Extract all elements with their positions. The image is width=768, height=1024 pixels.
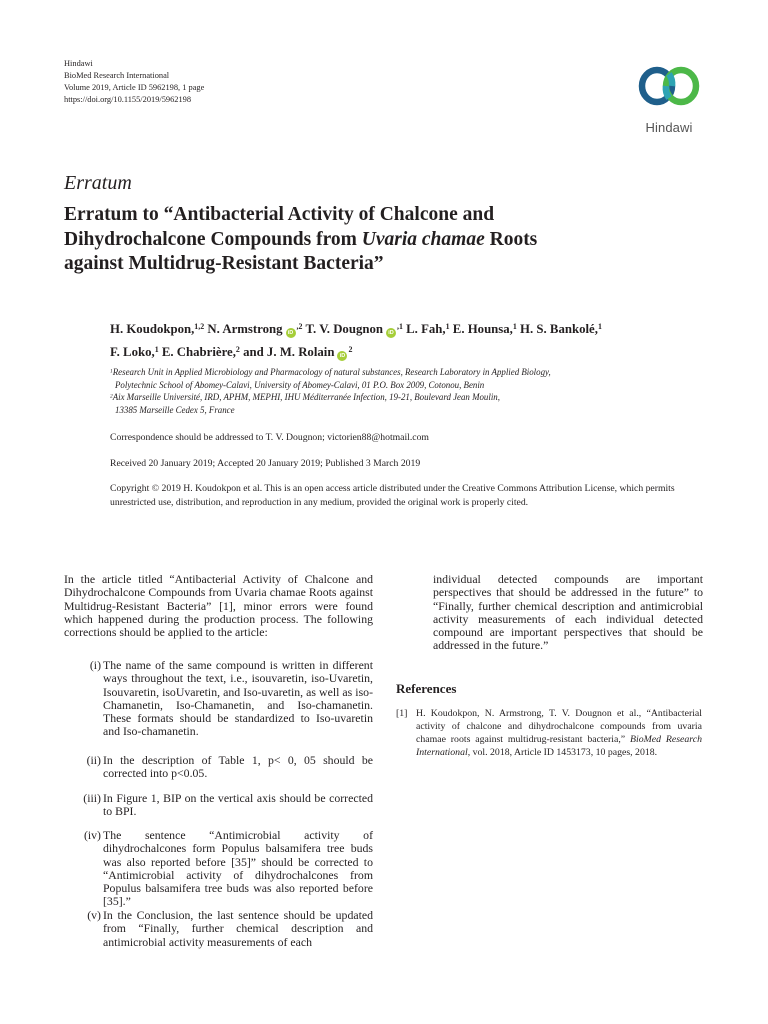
continuation-paragraph: individual detected compounds are important perspectives that should be addressed in the future” to “Finally, further chemical description and antimicrobial activity measurements of each individual detected compound are important perspectives that should be addressed in the future.”	[433, 572, 703, 653]
orcid-icon[interactable]: iD	[337, 351, 347, 361]
publisher-name: Hindawi	[64, 59, 93, 68]
affiliation-2-line-1	[110, 391, 710, 404]
author-affil-sup: 1	[512, 322, 517, 332]
item-text: The sentence “Antimicrobial activity of dihydrochalcones form Populus balsamifera tree buds was also reported before [35]” should be corrected to “Antimicrobial activity of dihydrochalcones from Populus balsamifera tree buds was also reported before [35].”	[103, 828, 373, 909]
author-line-2	[110, 341, 720, 364]
author-name: T. V. Dougnon	[302, 322, 383, 336]
author-affil-sup: ,2	[296, 322, 303, 332]
article-title	[64, 203, 644, 277]
reference-text	[416, 707, 702, 759]
item-number: (v)	[87, 908, 101, 922]
affiliation-text: Research Unit in Applied Microbiology and Pharmacology of natural substances, Research Laboratory in Applied Biology,	[112, 367, 551, 377]
author-list	[110, 318, 720, 363]
journal-name: BioMed Research International	[64, 71, 170, 80]
item-text: In the Conclusion, the last sentence should be updated from “Finally, further chemical description and antimicrobial activity measurements of each	[103, 908, 373, 949]
author-affil-sup: 2	[348, 344, 353, 354]
publication-dates: Received 20 January 2019; Accepted 20 January 2019; Published 3 March 2019	[110, 458, 421, 469]
correction-item	[87, 908, 373, 949]
hindawi-logo	[630, 58, 708, 136]
correction-item	[89, 658, 373, 739]
reference-journal: BioMed Research International	[416, 734, 702, 758]
item-number: (ii)	[86, 753, 101, 767]
author-name: E. Hounsa,	[449, 322, 513, 336]
reference-number: [1]	[396, 708, 408, 719]
item-number: (iii)	[83, 791, 101, 805]
author-name: and J. M. Rolain	[239, 344, 335, 359]
affiliation-number: 2	[110, 393, 113, 400]
volume-line: Volume 2019, Article ID 5962198, 1 page	[64, 83, 205, 92]
author-name: L. Fah,	[402, 322, 446, 336]
doi-link[interactable]: https://doi.org/10.1155/2019/5962198	[64, 95, 192, 104]
affiliation-number: 1	[110, 368, 113, 375]
author-line-1	[110, 318, 720, 341]
hindawi-logo-text: Hindawi	[645, 120, 693, 135]
affiliation-2-line-2: 13385 Marseille Cedex 5, France	[115, 404, 235, 415]
author-name: E. Chabrière,	[158, 344, 236, 359]
article-type-label: Erratum	[64, 172, 132, 194]
author-name: F. Loko,	[110, 344, 155, 359]
author-name: H. S. Bankolé,	[516, 322, 598, 336]
correction-item	[83, 791, 373, 819]
item-text: The name of the same compound is written in different ways throughout the text, i.e., isouvaretin, iso-Uvaretin, Isouvaretin, isoUvaretin, and Iso-uvaretin, as well as iso-Chamanetin, Iso-Chamanetin, and Iso-chamanetin. These formats should be standardized to Iso-uvaretin and Iso-chamanetin.	[103, 658, 373, 739]
author-name: H. Koudokpon,	[110, 322, 195, 336]
title-part-2: Roots against Multidrug-Resistant Bacteria”	[64, 228, 538, 274]
author-affil-sup: ,1	[396, 322, 403, 332]
affiliation-1-line-2: Polytechnic School of Abomey-Calavi, University of Abomey-Calavi, 01 P.O. Box 2009, Cotonou, Benin	[115, 379, 485, 390]
title-part-1: Erratum to “Antibacterial Activity of Chalcone and Dihydrochalcone Compounds from	[64, 204, 495, 250]
correction-item	[83, 828, 373, 909]
author-affil-sup: 1	[597, 322, 602, 332]
reference-details: , vol. 2018, Article ID 1453173, 10 pages, 2018.	[467, 747, 658, 758]
orcid-icon[interactable]: iD	[286, 328, 296, 338]
author-affil-sup: 1	[445, 322, 450, 332]
intro-paragraph: In the article titled “Antibacterial Activity of Chalcone and Dihydrochalcone Compounds from Uvaria chamae Roots against Multidrug-Resistant Bacteria” [1], minor errors were found which happened during the production process. The following corrections should be applied to the article:	[64, 572, 373, 640]
correction-item	[86, 753, 373, 781]
title-species: Uvaria chamae	[361, 228, 485, 250]
affiliation-1-line-1	[110, 366, 710, 379]
correspondence: Correspondence should be addressed to T. V. Dougnon; victorien88@hotmail.com	[110, 432, 429, 443]
author-affil-sup: 1	[154, 344, 159, 354]
item-text: In Figure 1, BIP on the vertical axis should be corrected to BPI.	[103, 791, 373, 819]
hindawi-rings-icon	[630, 58, 708, 118]
orcid-icon[interactable]: iD	[386, 328, 396, 338]
author-name: N. Armstrong	[204, 322, 283, 336]
item-number: (iv)	[83, 828, 101, 842]
item-text: In the description of Table 1, p< 0, 05 should be corrected into p<0.05.	[103, 753, 373, 781]
references-heading: References	[396, 681, 457, 696]
affiliation-text: Aix Marseille Université, IRD, APHM, MEPHI, IHU Méditerranée Infection, 19-21, Boulevard Jean Moulin,	[112, 392, 500, 402]
copyright-notice: Copyright © 2019 H. Koudokpon et al. This is an open access article distributed under the Creative Commons Attribution License, which permits unrestricted use, distribution, and reproduction in any medium, provided the original work is properly cited.	[110, 483, 675, 508]
author-affil-sup: 2	[235, 344, 240, 354]
affiliations	[110, 366, 710, 416]
reference-authors-title: H. Koudokpon, N. Armstrong, T. V. Dougnon et al., “Antibacterial activity of chalcone and dihydrochalcone compounds from uvaria chamae roots against multidrug-resistant bacteria,”	[416, 708, 702, 745]
item-number: (i)	[89, 658, 101, 672]
author-affil-sup: 1,2	[194, 322, 205, 332]
